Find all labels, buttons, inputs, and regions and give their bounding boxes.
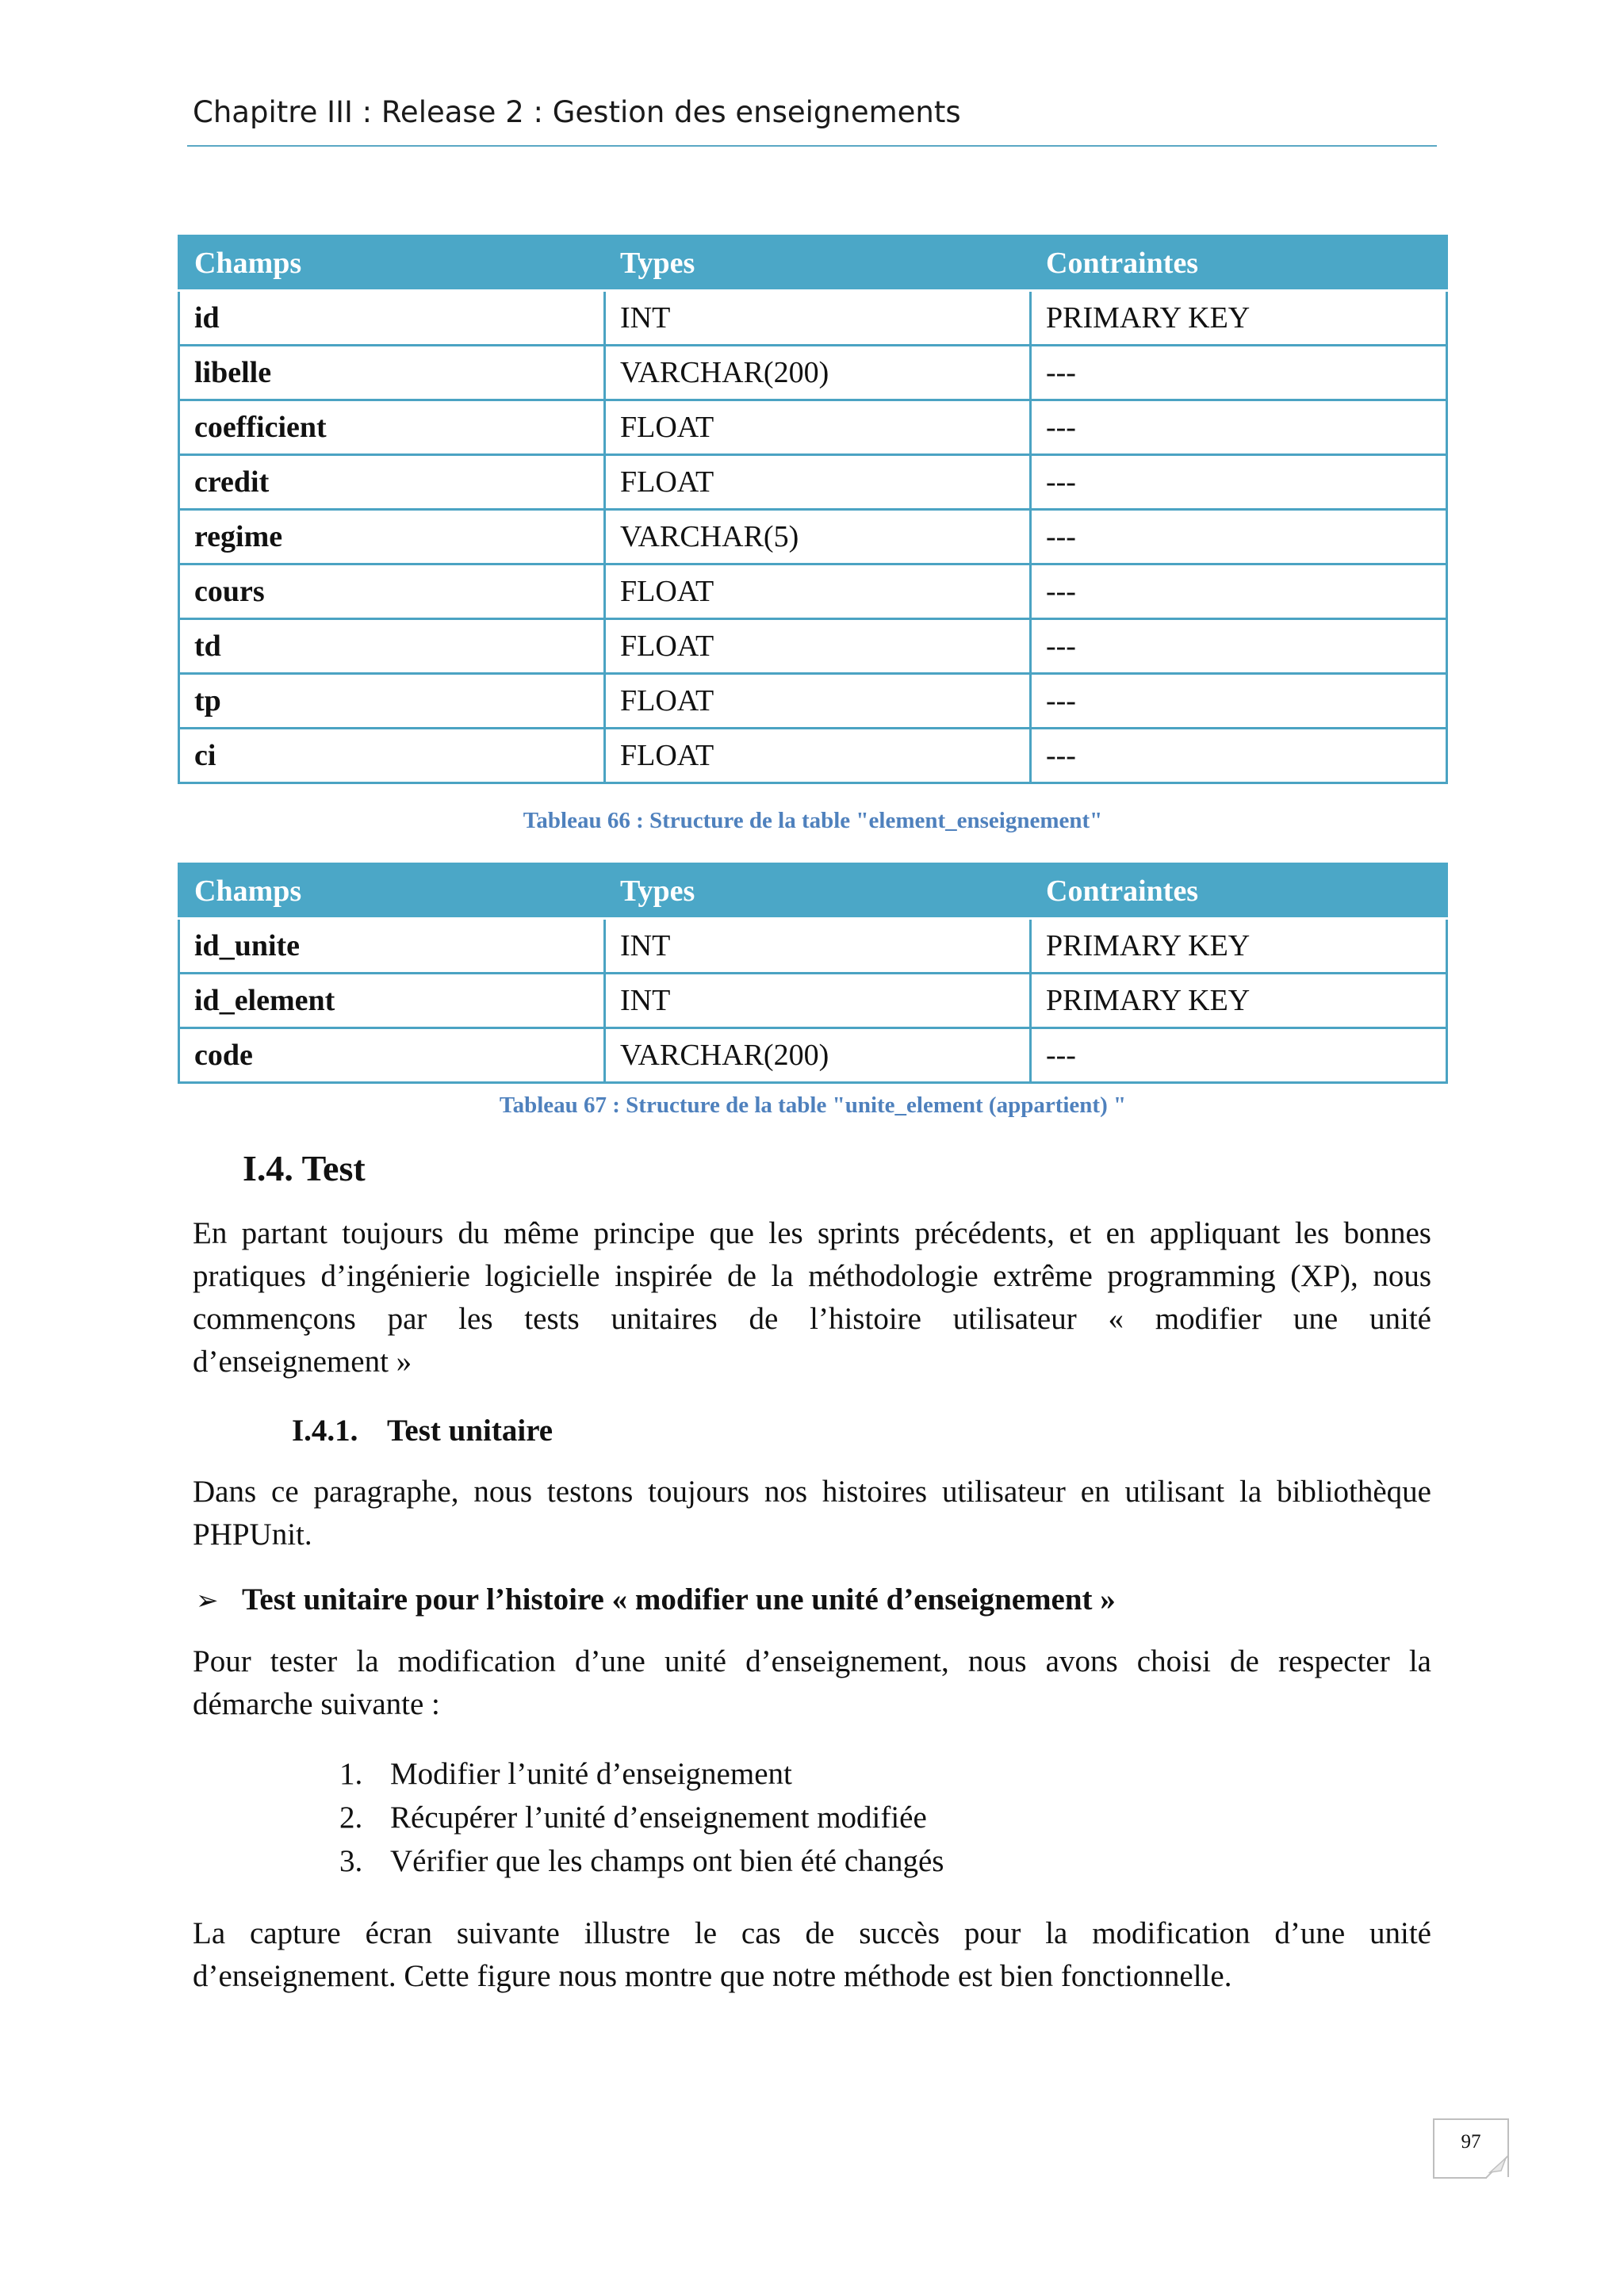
field-name: ci bbox=[179, 729, 605, 783]
text-line: commençons par les tests unitaires de l’histoire utilisateur « modifier une unité bbox=[193, 1302, 1431, 1336]
field-type: FLOAT bbox=[605, 619, 1031, 674]
table-row bbox=[179, 729, 1447, 783]
column-header: Champs bbox=[179, 864, 605, 919]
field-type: INT bbox=[605, 919, 1031, 974]
bullet-heading-text: Test unitaire pour l’histoire « modifier une unité d’enseignement » bbox=[242, 1582, 1116, 1617]
field-name: id_unite bbox=[179, 919, 605, 974]
field-constraint: --- bbox=[1031, 729, 1447, 783]
subsection-title: Test unitaire bbox=[387, 1414, 553, 1448]
subsection-heading bbox=[292, 1413, 553, 1448]
closing-paragraph bbox=[193, 1912, 1431, 1998]
section-heading: I.4. Test bbox=[243, 1148, 366, 1188]
intro-paragraph bbox=[193, 1212, 1431, 1383]
field-type: FLOAT bbox=[605, 674, 1031, 729]
field-type: INT bbox=[605, 974, 1031, 1028]
table-row bbox=[179, 510, 1447, 564]
field-constraint: --- bbox=[1031, 1028, 1447, 1083]
page-box-bottom-edge bbox=[1433, 2177, 1487, 2179]
bullet-paragraph bbox=[193, 1640, 1431, 1726]
field-constraint: --- bbox=[1031, 564, 1447, 619]
text-line: En partant toujours du même principe que les sprints précédents, et en appliquant les bonnes bbox=[193, 1216, 1431, 1250]
header-divider bbox=[187, 145, 1437, 147]
table-row bbox=[179, 346, 1447, 400]
field-name: code bbox=[179, 1028, 605, 1083]
running-header: Chapitre III : Release 2 : Gestion des enseignements bbox=[193, 95, 961, 129]
text-line: La capture écran suivante illustre le cas de succès pour la modification d’une unité bbox=[193, 1916, 1431, 1950]
column-header: Types bbox=[605, 864, 1031, 919]
column-header: Types bbox=[605, 236, 1031, 291]
field-constraint: --- bbox=[1031, 619, 1447, 674]
arrow-bullet-icon: ➢ bbox=[196, 1585, 219, 1617]
table-caption: Tableau 66 : Structure de la table "element_enseignement" bbox=[523, 808, 1103, 833]
page-number: 97 bbox=[1461, 2131, 1481, 2152]
field-name: libelle bbox=[179, 346, 605, 400]
field-name: coefficient bbox=[179, 400, 605, 455]
column-header: Contraintes bbox=[1031, 864, 1447, 919]
table-row bbox=[179, 974, 1447, 1028]
list-text: Modifier l’unité d’enseignement bbox=[390, 1757, 792, 1791]
table-row bbox=[179, 674, 1447, 729]
field-name: regime bbox=[179, 510, 605, 564]
table-row bbox=[179, 619, 1447, 674]
text-line: Dans ce paragraphe, nous testons toujours nos histoires utilisateur en utilisant la bibliothèque bbox=[193, 1475, 1431, 1509]
table-element-enseignement bbox=[178, 235, 1448, 784]
text-line: Pour tester la modification d’une unité d’enseignement, nous avons choisi de respecter la bbox=[193, 1644, 1431, 1678]
field-type: VARCHAR(200) bbox=[605, 1028, 1031, 1083]
text-line: PHPUnit. bbox=[193, 1517, 312, 1552]
text-line: d’enseignement » bbox=[193, 1345, 412, 1379]
column-header: Champs bbox=[179, 236, 605, 291]
table-row bbox=[179, 291, 1447, 346]
field-constraint: --- bbox=[1031, 674, 1447, 729]
field-name: id_element bbox=[179, 974, 605, 1028]
list-item bbox=[339, 1752, 944, 1796]
table-caption: Tableau 67 : Structure de la table "unite_element (appartient) " bbox=[499, 1093, 1127, 1118]
page-curl-icon bbox=[1485, 2155, 1509, 2179]
field-type: VARCHAR(200) bbox=[605, 346, 1031, 400]
field-constraint: --- bbox=[1031, 455, 1447, 510]
table-row bbox=[179, 564, 1447, 619]
steps-list bbox=[339, 1752, 944, 1883]
table-unite-element bbox=[178, 863, 1448, 1084]
field-type: INT bbox=[605, 291, 1031, 346]
table-row bbox=[179, 455, 1447, 510]
field-type: FLOAT bbox=[605, 455, 1031, 510]
field-constraint: --- bbox=[1031, 400, 1447, 455]
table-row bbox=[179, 400, 1447, 455]
list-item bbox=[339, 1839, 944, 1883]
field-type: FLOAT bbox=[605, 400, 1031, 455]
table-row bbox=[179, 1028, 1447, 1083]
field-name: cours bbox=[179, 564, 605, 619]
list-number: 3. bbox=[339, 1844, 363, 1878]
text-line: d’enseignement. Cette figure nous montre que notre méthode est bien fonctionnelle. bbox=[193, 1959, 1232, 1993]
list-item bbox=[339, 1796, 944, 1839]
list-number: 1. bbox=[339, 1757, 363, 1791]
field-type: VARCHAR(5) bbox=[605, 510, 1031, 564]
field-name: id bbox=[179, 291, 605, 346]
text-line: démarche suivante : bbox=[193, 1687, 440, 1721]
column-header: Contraintes bbox=[1031, 236, 1447, 291]
text-line: pratiques d’ingénierie logicielle inspirée de la méthodologie extrême programming (XP), nous bbox=[193, 1259, 1431, 1293]
page-number-box bbox=[1433, 2118, 1509, 2177]
table-header-row bbox=[179, 236, 1447, 291]
field-name: td bbox=[179, 619, 605, 674]
table-row bbox=[179, 919, 1447, 974]
list-text: Récupérer l’unité d’enseignement modifiée bbox=[390, 1800, 927, 1835]
list-number: 2. bbox=[339, 1800, 363, 1835]
table-header-row bbox=[179, 864, 1447, 919]
field-type: FLOAT bbox=[605, 564, 1031, 619]
bullet-heading bbox=[196, 1582, 1116, 1617]
subsection-number: I.4.1. bbox=[292, 1414, 358, 1448]
field-name: credit bbox=[179, 455, 605, 510]
field-name: tp bbox=[179, 674, 605, 729]
field-constraint: PRIMARY KEY bbox=[1031, 291, 1447, 346]
subsection-paragraph bbox=[193, 1471, 1431, 1556]
field-constraint: PRIMARY KEY bbox=[1031, 974, 1447, 1028]
field-constraint: --- bbox=[1031, 346, 1447, 400]
field-constraint: --- bbox=[1031, 510, 1447, 564]
field-constraint: PRIMARY KEY bbox=[1031, 919, 1447, 974]
list-text: Vérifier que les champs ont bien été changés bbox=[390, 1844, 944, 1878]
field-type: FLOAT bbox=[605, 729, 1031, 783]
